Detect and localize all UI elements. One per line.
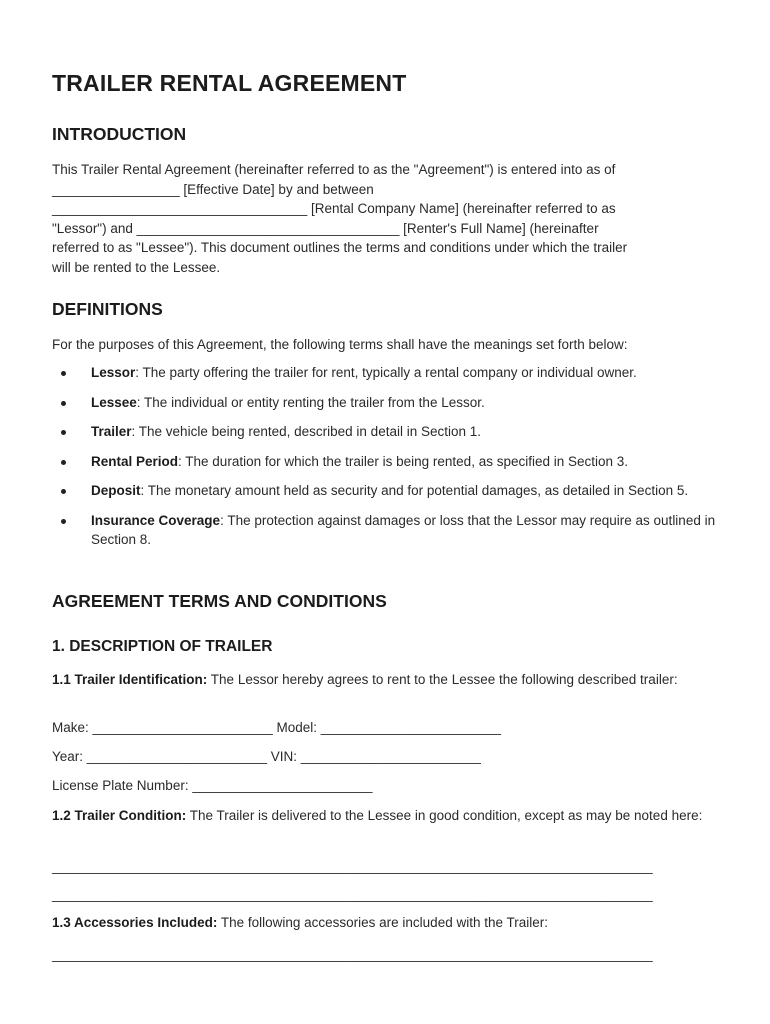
definition-item [52, 363, 732, 383]
year-vin-field: Year: ________________________ VIN: ________________________ [52, 749, 481, 764]
bullet-icon [61, 460, 66, 465]
condition-blank-line: ________________________________________________________________________________ [52, 887, 653, 902]
definition-item [52, 481, 732, 501]
intro-line: __________________________________ [Rental Company Name] (hereinafter referred to as [52, 201, 616, 216]
definition-item [52, 452, 732, 472]
section-1-1-text: The Lessor hereby agrees to rent to the Lessee the following described trailer: [207, 672, 678, 687]
agreement-terms-heading: AGREEMENT TERMS AND CONDITIONS [52, 591, 387, 611]
definition-term: Trailer [91, 424, 132, 439]
section-1-heading: 1. DESCRIPTION OF TRAILER [52, 638, 273, 655]
intro-line: will be rented to the Lessee. [52, 259, 221, 275]
intro-line: _________________ [Effective Date] by and between [52, 181, 374, 197]
section-1-2-paragraph [52, 806, 724, 826]
definition-term: Lessor [91, 365, 136, 380]
section-1-3-text: The following accessories are included with the Trailer: [217, 915, 548, 930]
definition-desc: : The vehicle being rented, described in detail in Section 1. [131, 424, 482, 439]
section-1-2-text: The Trailer is delivered to the Lessee in good condition, except as may be noted here: [186, 808, 703, 823]
definition-term: Deposit [91, 483, 141, 498]
definition-term: Insurance Coverage [91, 512, 221, 528]
section-1-2-label: 1.2 Trailer Condition: [52, 808, 187, 823]
definition-item [52, 393, 732, 413]
definition-item [52, 511, 732, 550]
document-title: TRAILER RENTAL AGREEMENT [52, 70, 407, 96]
definition-desc: : The party offering the trailer for rent, typically a rental company or individual owner. [135, 365, 637, 380]
section-1-3-paragraph [52, 913, 724, 933]
section-1-1-label: 1.1 Trailer Identification: [52, 672, 208, 687]
definition-term: Rental Period [91, 453, 179, 469]
intro-line: "Lessor") and ___________________________________ [Renter's Full Name] (hereinafter [52, 220, 599, 236]
bullet-icon [61, 401, 66, 406]
license-plate-field: License Plate Number: ________________________ [52, 778, 373, 793]
bullet-icon [61, 430, 66, 435]
definitions-heading: DEFINITIONS [52, 299, 163, 319]
definitions-intro: For the purposes of this Agreement, the following terms shall have the meanings set forth below: [52, 337, 628, 352]
bullet-icon [61, 519, 66, 524]
intro-line: This Trailer Rental Agreement (hereinafter referred to as the "Agreement") is entered into as of [52, 162, 616, 177]
make-model-field: Make: ________________________ Model: ________________________ [52, 720, 501, 735]
condition-blank-line: ________________________________________________________________________________ [52, 859, 653, 874]
definition-desc: : The protection against damages or loss that the Lessor may require as outlined in Section 8. [91, 512, 716, 547]
bullet-icon [61, 489, 66, 494]
definition-desc: : The monetary amount held as security and for potential damages, as detailed in Section 5. [140, 483, 689, 498]
section-1-3-label: 1.3 Accessories Included: [52, 915, 218, 930]
definition-item [52, 422, 732, 442]
definitions-list [52, 363, 732, 560]
intro-line: referred to as "Lessee"). This document outlines the terms and conditions under which the trailer [52, 240, 628, 255]
definition-term: Lessee [91, 394, 137, 410]
introduction-heading: INTRODUCTION [52, 124, 187, 144]
definition-desc: : The duration for which the trailer is being rented, as specified in Section 3. [178, 453, 629, 469]
bullet-icon [61, 371, 66, 376]
definition-desc: : The individual or entity renting the trailer from the Lessor. [136, 394, 485, 410]
section-1-1-paragraph [52, 670, 724, 690]
accessories-blank-line: ________________________________________________________________________________ [52, 947, 653, 962]
